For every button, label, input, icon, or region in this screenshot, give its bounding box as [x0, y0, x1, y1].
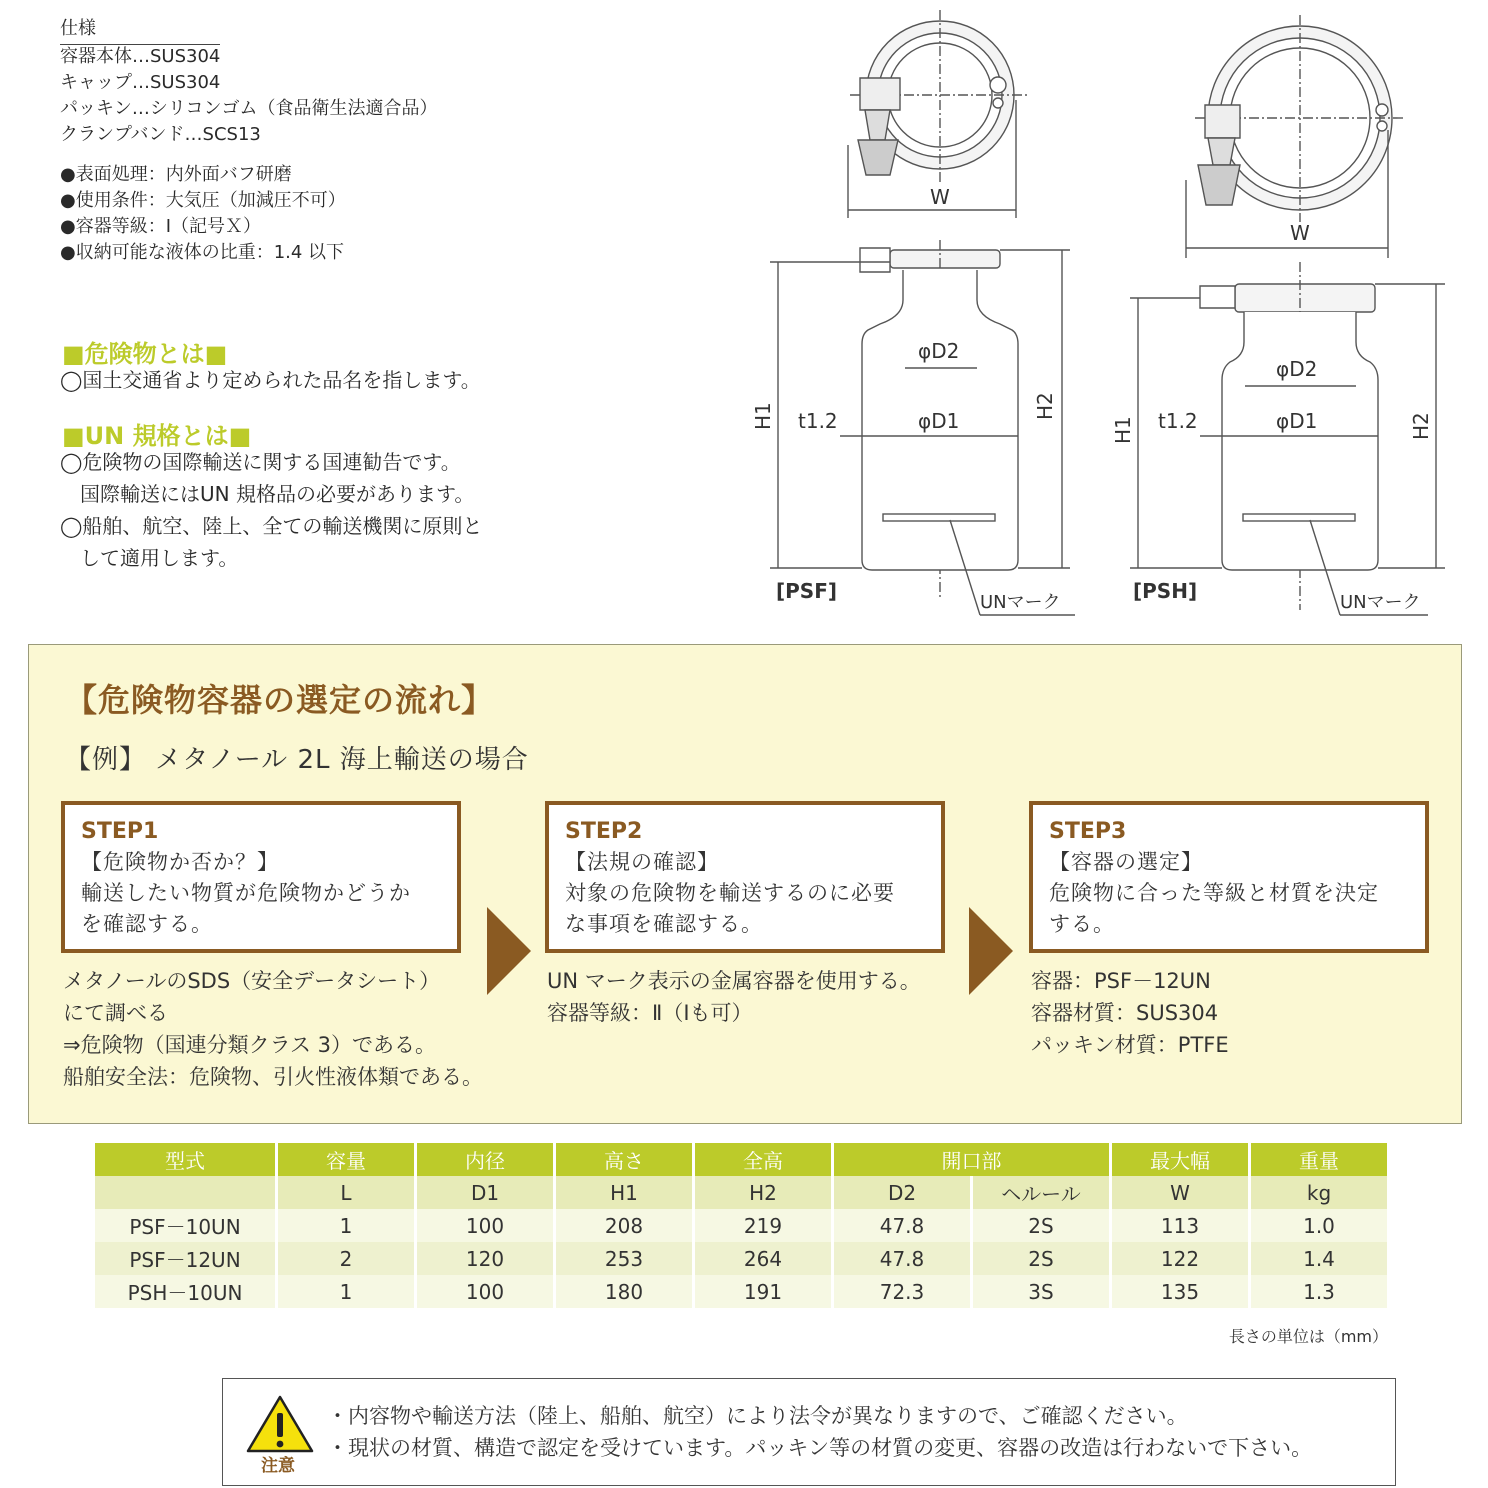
table-unit-cell	[95, 1176, 275, 1209]
table-unit-cell: H1	[556, 1176, 692, 1209]
table-cell: 122	[1112, 1242, 1248, 1275]
caution-icon-label: 注意	[261, 1456, 295, 1476]
step-line: な事項を確認する。	[565, 912, 763, 936]
table-cell: 264	[695, 1242, 831, 1275]
table-cell: 2S	[973, 1242, 1109, 1275]
table-cell: 100	[417, 1209, 553, 1242]
step-note-line: 容器等級：Ⅱ（Ⅰも可）	[547, 1001, 753, 1025]
psf-h1-label: H1	[751, 402, 775, 430]
psh-d2-label: φD2	[1276, 357, 1318, 381]
psf-un-label: UNマーク	[980, 592, 1061, 613]
step-note-line: パッキン材質：PTFE	[1031, 1033, 1229, 1057]
table-header-cell: 型式	[95, 1143, 275, 1176]
table-unit-cell: H2	[695, 1176, 831, 1209]
spec-bullet: ●使用条件：大気圧（加減圧不可）	[60, 190, 346, 211]
container-diagrams	[740, 0, 1460, 630]
psh-w-label: W	[1290, 221, 1310, 245]
table-cell: 120	[417, 1242, 553, 1275]
table-cell: PSF－10UN	[95, 1209, 275, 1242]
table-cell: 219	[695, 1209, 831, 1242]
spec-lines	[60, 44, 437, 148]
psf-h2-label: H2	[1033, 392, 1057, 420]
table-cell: 47.8	[834, 1209, 970, 1242]
table-cell: 113	[1112, 1209, 1248, 1242]
step-label: STEP2	[565, 819, 643, 844]
step3-box	[1029, 801, 1429, 953]
table-cell: PSH－10UN	[95, 1275, 275, 1308]
step-line: 危険物に合った等級と材質を決定	[1049, 881, 1379, 905]
step1-box	[61, 801, 461, 953]
caution-box	[222, 1378, 1396, 1486]
definition-line: ◯船舶、航空、陸上、全ての輸送機関に原則と	[60, 514, 483, 538]
table-cell: 1	[278, 1275, 414, 1308]
table-row	[95, 1209, 1387, 1242]
spec-line: パッキン…シリコンゴム（食品衛生法適合品）	[60, 98, 438, 119]
step2-box	[545, 801, 945, 953]
step-line: する。	[1049, 912, 1115, 936]
table-unit-cell: kg	[1251, 1176, 1387, 1209]
table-cell: 191	[695, 1275, 831, 1308]
definition-title-un: ■UN 規格とは■	[62, 422, 252, 450]
psh-side-view	[1130, 262, 1445, 615]
table-header-cell: 最大幅	[1112, 1143, 1248, 1176]
psh-t-label: t1.2	[1158, 409, 1198, 433]
table-cell: 2	[278, 1242, 414, 1275]
spec-bullet: ●表面処理：内外面バフ研磨	[60, 164, 292, 185]
flow-title: 【危険物容器の選定の流れ】	[65, 681, 495, 719]
table-unit-row	[95, 1176, 1387, 1209]
spec-bullet: ●収納可能な液体の比重：1.4 以下	[60, 242, 345, 263]
psf-d1-label: φD1	[918, 409, 960, 433]
table-cell: 47.8	[834, 1242, 970, 1275]
step-note-line: にて調べる	[63, 1001, 168, 1025]
psh-label: [PSH]	[1133, 579, 1198, 603]
flow-example: 【例】 メタノール 2L 海上輸送の場合	[65, 745, 529, 775]
psh-h1-label: H1	[1111, 416, 1135, 444]
table-cell: 208	[556, 1209, 692, 1242]
table-row	[95, 1242, 1387, 1275]
spec-bullets	[60, 162, 346, 266]
table-header-cell: 全高	[695, 1143, 831, 1176]
definition-title-hazmat: ■危険物とは■	[62, 340, 228, 368]
psf-t-label: t1.2	[798, 409, 838, 433]
spec-table	[92, 1143, 1390, 1308]
spec-line: キャップ…SUS304	[60, 72, 221, 93]
table-cell: 135	[1112, 1275, 1248, 1308]
table-cell: 72.3	[834, 1275, 970, 1308]
table-header-row	[95, 1143, 1387, 1176]
table-cell: 253	[556, 1242, 692, 1275]
step-line: 【法規の確認】	[565, 850, 719, 874]
definition-line: ◯危険物の国際輸送に関する国連勧告です。	[60, 450, 461, 474]
psh-un-label: UNマーク	[1340, 592, 1421, 613]
selection-flow-panel	[28, 644, 1462, 1124]
table-unit-cell: D1	[417, 1176, 553, 1209]
table-cell: 1.3	[1251, 1275, 1387, 1308]
table-cell: 3S	[973, 1275, 1109, 1308]
table-unit-cell: D2	[834, 1176, 970, 1209]
table-unit-cell: W	[1112, 1176, 1248, 1209]
step-line: 対象の危険物を輸送するのに必要	[565, 881, 895, 905]
psh-h2-label: H2	[1409, 412, 1433, 440]
table-header-cell: 開口部	[834, 1143, 1109, 1176]
psh-d1-label: φD1	[1276, 409, 1318, 433]
spec-heading: 仕様	[60, 14, 220, 45]
step-label: STEP1	[81, 819, 159, 844]
table-unit-cell: ヘルール	[973, 1176, 1109, 1209]
table-cell: PSF－12UN	[95, 1242, 275, 1275]
table-cell: 1.4	[1251, 1242, 1387, 1275]
step-note-line: ⇒危険物（国連分類クラス 3）である。	[63, 1033, 437, 1057]
table-unit-cell: L	[278, 1176, 414, 1209]
caution-line: ・現状の材質、構造で認定を受けています。パッキン等の材質の変更、容器の改造は行わないで下さい。	[327, 1436, 1313, 1460]
table-row	[95, 1275, 1387, 1308]
psf-w-label: W	[930, 185, 950, 209]
table-cell: 100	[417, 1275, 553, 1308]
step-label: STEP3	[1049, 819, 1127, 844]
unit-note: 長さの単位は（mm）	[1228, 1327, 1388, 1346]
table-cell: 1	[278, 1209, 414, 1242]
table-header-cell: 容量	[278, 1143, 414, 1176]
step-note-line: UN マーク表示の金属容器を使用する。	[547, 969, 921, 993]
table-header-cell: 重量	[1251, 1143, 1387, 1176]
table-header-cell: 高さ	[556, 1143, 692, 1176]
step-note-line: 容器材質：SUS304	[1031, 1001, 1219, 1025]
spec-line: 容器本体…SUS304	[60, 46, 221, 67]
step1-notes	[63, 965, 483, 1093]
step-line: 輸送したい物質が危険物かどうか	[81, 881, 411, 905]
step-note-line: 船舶安全法：危険物、引火性液体類である。	[63, 1065, 483, 1089]
step3-notes	[1031, 965, 1229, 1061]
table-cell: 1.0	[1251, 1209, 1387, 1242]
step-line: を確認する。	[81, 912, 213, 936]
arrow-right-icon	[969, 907, 1013, 995]
table-cell: 180	[556, 1275, 692, 1308]
step-line: 【危険物か否か？】	[81, 850, 279, 874]
arrow-right-icon	[487, 907, 531, 995]
definition-line: して適用します。	[60, 546, 239, 570]
step-note-line: メタノールのSDS（安全データシート）	[63, 969, 441, 993]
table-cell: 2S	[973, 1209, 1109, 1242]
spec-line: クランプバンド…SCS13	[60, 124, 261, 145]
psf-label: [PSF]	[776, 579, 838, 603]
step2-notes	[547, 965, 921, 1029]
step-note-line: 容器：PSF－12UN	[1031, 969, 1211, 993]
warning-icon	[245, 1393, 315, 1457]
definition-line: 国際輸送にはUN 規格品の必要があります。	[60, 482, 475, 506]
definition-text-hazmat: ◯国土交通省より定められた品名を指します。	[60, 368, 481, 392]
definition-text-un	[60, 446, 482, 574]
psf-d2-label: φD2	[918, 339, 960, 363]
step-line: 【容器の選定】	[1049, 850, 1203, 874]
table-header-cell: 内径	[417, 1143, 553, 1176]
caution-line: ・内容物や輸送方法（陸上、船舶、航空）により法令が異なりますので、ご確認ください。	[327, 1404, 1188, 1428]
spec-bullet: ●容器等級：Ⅰ（記号Ｘ）	[60, 216, 262, 237]
